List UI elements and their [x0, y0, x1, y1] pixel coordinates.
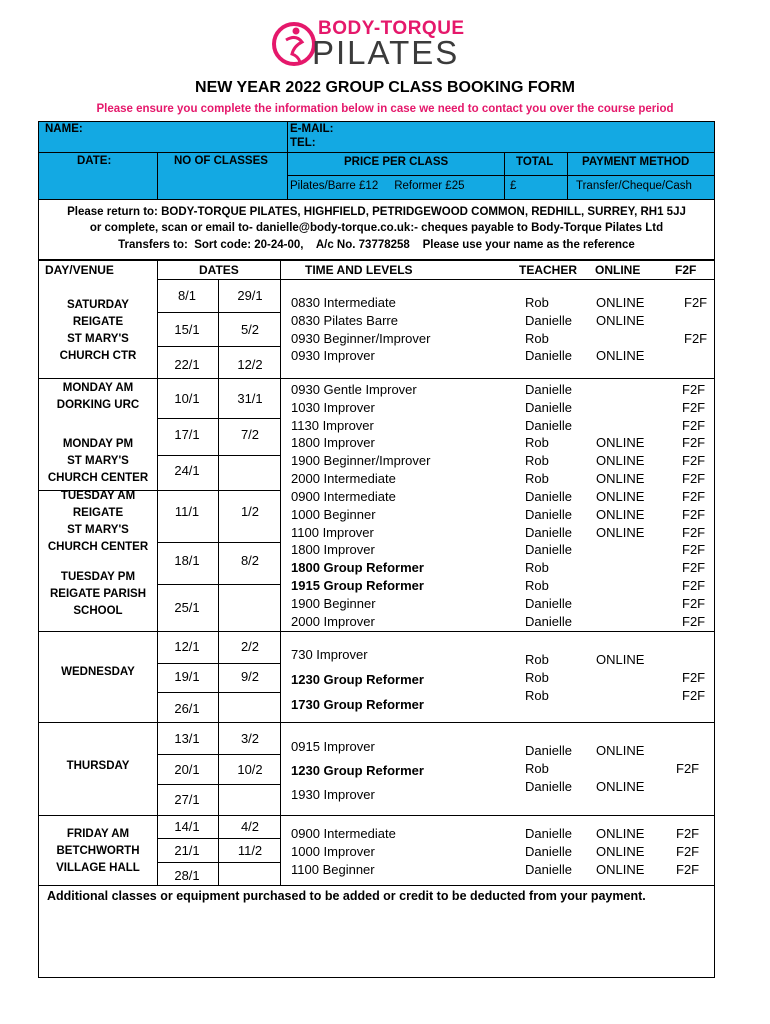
online-flag — [596, 417, 644, 435]
teacher: Danielle — [525, 595, 572, 611]
teacher: Danielle — [525, 506, 572, 522]
online-saturday — [596, 294, 644, 365]
venue-saturday: SATURDAY REIGATE ST MARY'S CHURCH CTR — [59, 299, 137, 362]
f2f-flag — [684, 347, 707, 365]
teacher: Danielle — [525, 312, 572, 328]
session-times-thursday — [291, 735, 424, 807]
online-flag: ONLINE — [596, 743, 645, 758]
divider — [157, 838, 280, 839]
divider — [287, 122, 288, 200]
date-cell: 29/1 — [237, 288, 263, 303]
teacher: Danielle — [525, 743, 572, 758]
online-monday — [596, 381, 644, 488]
payment-value: Transfer/Cheque/Cash — [576, 180, 692, 192]
divider — [157, 784, 280, 785]
teacher: Danielle — [525, 489, 572, 504]
header-online: ONLINE — [595, 263, 641, 277]
session-time: 0930 Gentle Improver — [291, 382, 417, 397]
session-time: 1230 Group Reformer — [291, 672, 424, 687]
session-time: 1230 Group Reformer — [291, 763, 424, 778]
teacher: Danielle — [525, 778, 572, 794]
date-cell: 19/1 — [174, 669, 200, 684]
date-cell: 3/2 — [240, 731, 260, 746]
online-flag — [596, 399, 644, 417]
venue-friday: FRIDAY AM BETCHWORTH VILLAGE HALL — [56, 828, 140, 874]
session-time: 1900 Beginner — [291, 595, 376, 611]
teacher: Rob — [525, 470, 549, 486]
teacher: Danielle — [525, 542, 572, 558]
f2f-flag: F2F — [682, 399, 706, 415]
online-flag: ONLINE — [596, 843, 645, 859]
session-times-monday — [291, 381, 430, 488]
name-label: NAME: — [45, 123, 83, 135]
divider — [157, 754, 280, 755]
return-instructions — [38, 200, 715, 260]
teacher: Rob — [525, 330, 549, 346]
f2f-flag: F2F — [684, 330, 708, 346]
total-value: £ — [510, 180, 517, 192]
date-cell: 12/1 — [174, 639, 200, 654]
divider — [39, 378, 715, 379]
f2f-flag: F2F — [676, 861, 700, 877]
online-flag: ONLINE — [596, 453, 645, 469]
date-cell: 10/1 — [174, 391, 200, 406]
online-flag: ONLINE — [596, 489, 645, 504]
online-flag: ONLINE — [596, 778, 645, 794]
return-line3: Transfers to: Sort code: 20-24-00, A/c No. 73778258 Please use your name as the reference — [118, 239, 635, 251]
date-cell: 8/2 — [240, 553, 260, 568]
logo-line1: BODY-TORQUE — [318, 18, 465, 39]
date-cell: 5/2 — [240, 322, 260, 337]
f2f-flag: F2F — [676, 826, 700, 841]
f2f-flag: F2F — [682, 382, 706, 397]
header-venue: DAY/VENUE — [45, 263, 114, 277]
divider — [504, 152, 505, 200]
f2f-friday — [676, 825, 699, 878]
online-flag — [596, 760, 644, 778]
session-time: 1030 Improver — [291, 399, 375, 415]
teacher: Danielle — [525, 399, 572, 415]
divider — [157, 279, 715, 280]
session-times-tuesday — [291, 488, 424, 630]
f2f-flag: F2F — [682, 560, 706, 576]
date-cell: 17/1 — [174, 427, 200, 442]
divider — [157, 455, 280, 456]
date-cell: 13/1 — [174, 731, 200, 746]
teacher: Rob — [525, 435, 549, 451]
divider — [567, 152, 568, 200]
divider — [157, 862, 280, 863]
f2f-flag: F2F — [682, 670, 706, 685]
payment-label: PAYMENT METHOD — [582, 156, 690, 168]
teachers-thursday — [525, 742, 572, 795]
teacher: Rob — [525, 652, 549, 667]
date-cell: 15/1 — [174, 322, 200, 337]
divider — [157, 584, 280, 585]
date-cell: 7/2 — [240, 427, 260, 442]
date-cell: 11/1 — [174, 504, 200, 519]
session-time: 1730 Group Reformer — [291, 697, 424, 712]
header-f2f: F2F — [675, 263, 697, 277]
session-time: 2000 Improver — [291, 613, 375, 629]
f2f-tuesday — [682, 488, 705, 630]
teacher: Danielle — [525, 861, 572, 877]
session-time: 1800 Improver — [291, 435, 375, 451]
f2f-wednesday — [682, 669, 705, 705]
online-flag — [596, 330, 644, 348]
session-time: 2000 Intermediate — [291, 470, 396, 486]
date-cell: 22/1 — [174, 357, 200, 372]
divider — [218, 279, 219, 885]
date-cell: 31/1 — [237, 391, 263, 406]
logo-line2: PILATES — [312, 34, 460, 71]
divider — [157, 312, 280, 313]
schedule-table — [38, 260, 715, 978]
online-flag: ONLINE — [596, 826, 645, 841]
footer-note: Additional classes or equipment purchased to be added or credit to be deducted from your payment. — [47, 889, 646, 903]
f2f-flag: F2F — [682, 417, 706, 433]
teacher: Rob — [525, 760, 549, 776]
session-time: 0900 Intermediate — [291, 489, 396, 504]
venue-tuesday-pm: TUESDAY PM REIGATE PARISH SCHOOL — [49, 571, 147, 617]
date-label: DATE: — [77, 155, 112, 167]
divider — [157, 542, 280, 543]
f2f-flag: F2F — [682, 542, 706, 558]
session-time: 1000 Improver — [291, 843, 375, 859]
teacher: Danielle — [525, 524, 572, 540]
date-cell: 25/1 — [174, 600, 200, 615]
divider — [157, 346, 280, 347]
tel-label: TEL: — [290, 137, 316, 149]
total-label: TOTAL — [516, 156, 554, 168]
session-times-saturday — [291, 294, 430, 365]
session-time: 1800 Improver — [291, 542, 375, 558]
f2f-flag — [684, 312, 707, 330]
date-cell: 20/1 — [174, 762, 200, 777]
date-cell: 14/1 — [174, 819, 200, 834]
session-time: 0930 Beginner/Improver — [291, 330, 431, 346]
teachers-friday — [525, 825, 572, 878]
f2f-flag: F2F — [682, 489, 706, 504]
online-flag — [596, 381, 644, 399]
header-teacher: TEACHER — [519, 263, 578, 277]
venue-monday-pm: MONDAY PM ST MARY'S CHURCH CENTER — [47, 438, 149, 484]
online-flag: ONLINE — [596, 861, 645, 877]
date-cell: 27/1 — [174, 792, 200, 807]
header-dates: DATES — [199, 263, 239, 277]
session-time: 0830 Intermediate — [291, 295, 396, 310]
session-time: 1100 Improver — [291, 524, 374, 540]
teachers-monday — [525, 381, 572, 488]
divider — [157, 692, 280, 693]
f2f-flag: F2F — [682, 453, 706, 469]
divider — [39, 722, 715, 723]
date-cell: 12/2 — [237, 357, 263, 372]
f2f-flag: F2F — [682, 524, 706, 540]
f2f-flag: F2F — [682, 577, 706, 593]
header-time: TIME AND LEVELS — [305, 263, 413, 277]
session-time: 0830 Pilates Barre — [291, 312, 398, 328]
teacher: Rob — [525, 577, 549, 593]
teacher: Danielle — [525, 826, 572, 841]
teacher: Rob — [525, 687, 549, 703]
f2f-flag: F2F — [684, 295, 708, 310]
teacher: Rob — [525, 669, 549, 685]
f2f-flag: F2F — [676, 843, 700, 859]
online-wednesday — [596, 651, 644, 669]
teacher: Rob — [525, 295, 549, 310]
session-time: 1130 Improver — [291, 417, 374, 433]
venue-monday-am: MONDAY AM DORKING URC — [56, 382, 140, 411]
divider — [39, 152, 714, 153]
f2f-saturday — [684, 294, 707, 365]
online-thursday — [596, 742, 644, 795]
date-cell: 21/1 — [174, 843, 200, 858]
f2f-thursday — [676, 760, 699, 778]
date-cell: 18/1 — [174, 553, 200, 568]
session-time: 1000 Beginner — [291, 506, 376, 522]
f2f-flag: F2F — [682, 613, 706, 629]
session-time: 1915 Group Reformer — [291, 577, 424, 593]
f2f-flag: F2F — [682, 506, 706, 522]
logo-mark-icon — [272, 18, 316, 70]
divider — [39, 885, 715, 886]
teacher: Danielle — [525, 843, 572, 859]
f2f-flag: F2F — [676, 761, 700, 776]
divider — [157, 663, 280, 664]
divider — [157, 152, 158, 200]
f2f-flag: F2F — [682, 435, 706, 451]
venue-wednesday: WEDNESDAY — [61, 666, 135, 678]
session-time: 0930 Improver — [291, 348, 375, 364]
session-time: 0900 Intermediate — [291, 826, 396, 841]
date-cell: 2/2 — [240, 639, 260, 654]
session-time: 1100 Beginner — [291, 861, 375, 877]
date-cell: 1/2 — [240, 504, 260, 519]
date-cell: 8/1 — [177, 288, 197, 303]
divider — [280, 261, 281, 885]
date-cell: 24/1 — [174, 463, 200, 478]
date-cell: 28/1 — [174, 868, 200, 883]
venue-tuesday-am: TUESDAY AM REIGATE ST MARY'S CHURCH CENTER — [47, 490, 149, 553]
teacher: Rob — [525, 560, 549, 576]
session-times-friday — [291, 825, 396, 878]
online-flag: ONLINE — [596, 470, 645, 486]
teacher: Danielle — [525, 613, 572, 629]
f2f-flag: F2F — [682, 595, 706, 611]
online-flag: ONLINE — [596, 506, 645, 522]
divider — [39, 815, 715, 816]
return-line2: or complete, scan or email to- danielle@body-torque.co.uk:- cheques payable to Body-Torque Pilates Ltd — [89, 222, 664, 234]
f2f-flag: F2F — [682, 687, 706, 703]
session-times-wednesday — [291, 642, 424, 717]
date-cell: 26/1 — [174, 701, 200, 716]
teacher: Danielle — [525, 348, 572, 364]
price-value: Pilates/Barre £12 Reformer £25 — [290, 180, 465, 192]
f2f-flag: F2F — [682, 470, 706, 486]
date-cell: 4/2 — [240, 819, 260, 834]
session-time: 1800 Group Reformer — [291, 560, 424, 576]
teacher: Danielle — [525, 382, 572, 397]
date-cell: 11/2 — [237, 843, 263, 858]
classes-label: NO OF CLASSES — [174, 155, 268, 167]
contact-form — [38, 121, 715, 200]
session-time: 1900 Beginner/Improver — [291, 453, 431, 469]
email-label: E-MAIL: — [290, 123, 334, 135]
online-flag: ONLINE — [596, 312, 645, 328]
session-time: 0915 Improver — [291, 739, 375, 754]
divider — [157, 418, 280, 419]
price-label: PRICE PER CLASS — [344, 156, 449, 168]
online-flag: ONLINE — [596, 652, 645, 667]
teacher: Danielle — [525, 417, 572, 433]
online-flag: ONLINE — [596, 524, 645, 540]
session-time: 1930 Improver — [291, 787, 375, 802]
teacher: Rob — [525, 453, 549, 469]
date-cell: 9/2 — [240, 669, 260, 684]
page-title: NEW YEAR 2022 GROUP CLASS BOOKING FORM — [195, 79, 575, 96]
notice-text: Please ensure you complete the information below in case we need to contact you over the course period — [96, 103, 674, 115]
f2f-monday — [682, 381, 705, 488]
online-tuesday — [596, 488, 644, 541]
date-cell: 10/2 — [237, 762, 263, 777]
return-line1: Please return to: BODY-TORQUE PILATES, HIGHFIELD, PETRIDGEWOOD COMMON, REDHILL, SURREY, RH1 5JJ — [67, 206, 686, 218]
divider — [39, 631, 715, 632]
logo — [272, 18, 498, 70]
teachers-tuesday — [525, 488, 572, 630]
session-time: 730 Improver — [291, 647, 368, 662]
online-flag: ONLINE — [596, 348, 645, 364]
teachers-saturday — [525, 294, 572, 365]
online-flag: ONLINE — [596, 435, 645, 451]
teachers-wednesday — [525, 651, 549, 704]
divider — [287, 175, 715, 176]
venue-thursday: THURSDAY — [66, 760, 130, 772]
online-friday — [596, 825, 644, 878]
online-flag: ONLINE — [596, 295, 645, 310]
